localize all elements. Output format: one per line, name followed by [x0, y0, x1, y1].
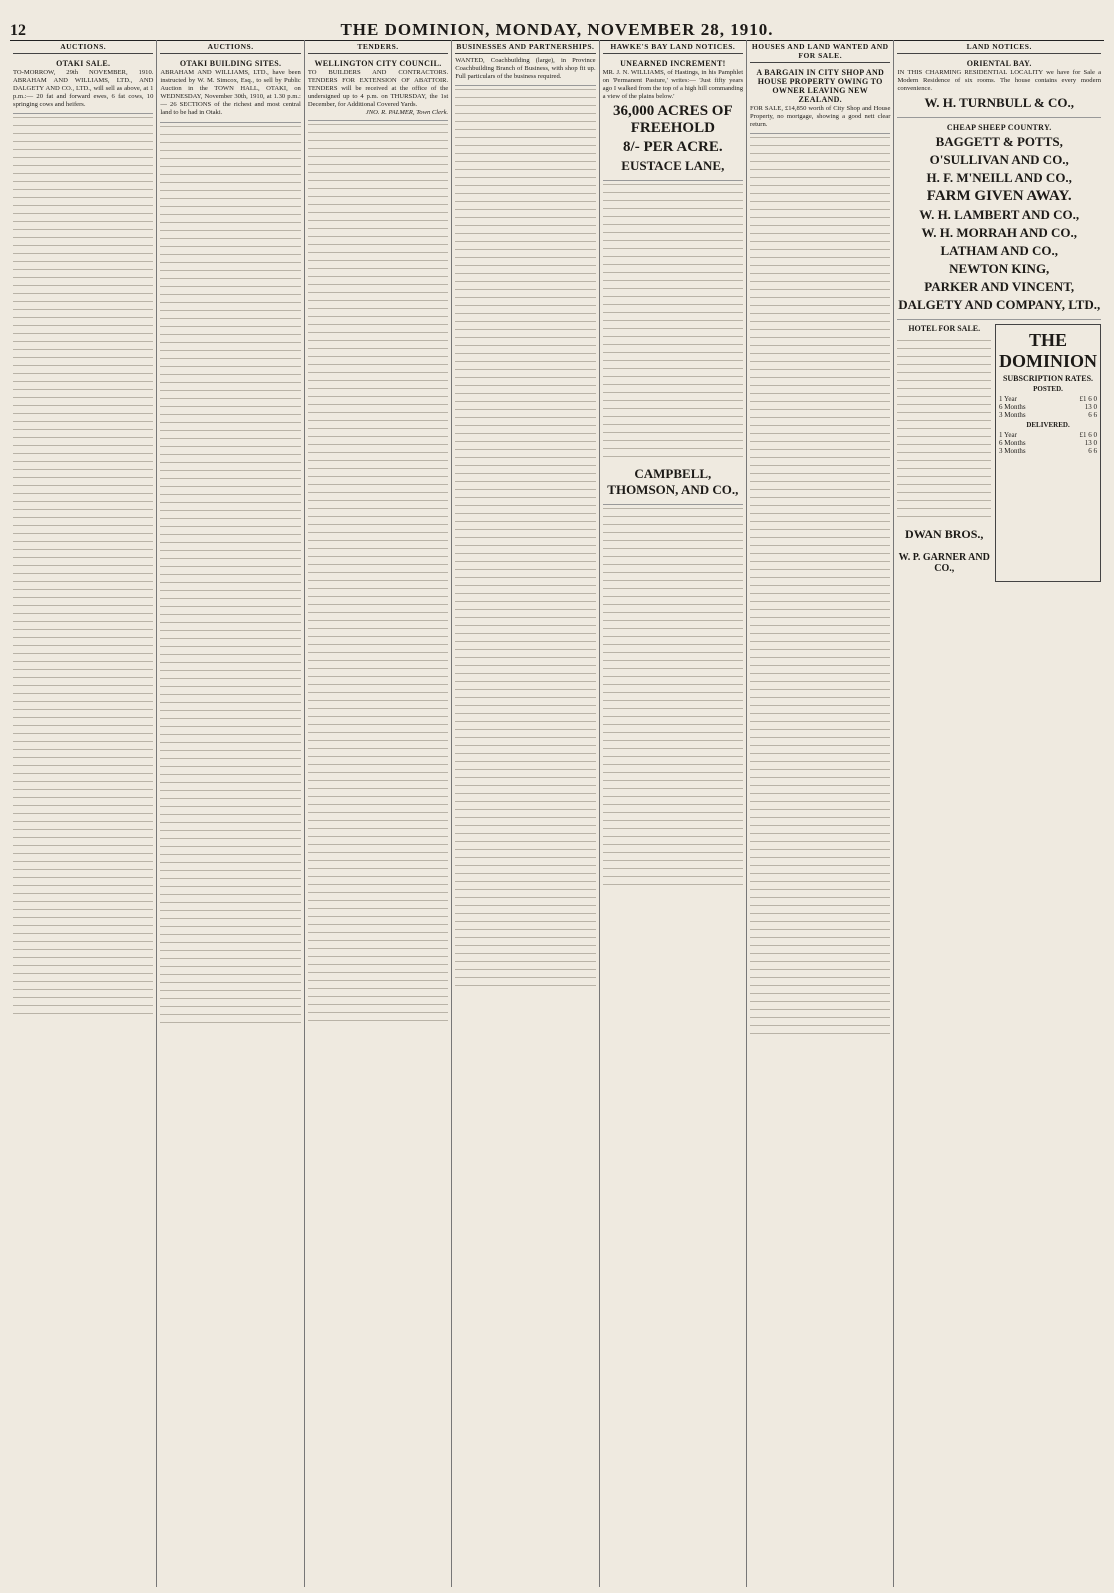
column-heading: HAWKE'S BAY LAND NOTICES.: [603, 40, 743, 54]
ad-text-block: [750, 654, 890, 1034]
column-heading: TENDERS.: [308, 40, 448, 54]
ad-oriental-bay: [897, 54, 1101, 118]
ad-title: CHEAP SHEEP COUNTRY.: [946, 123, 1052, 133]
ad-otaki-sale: [13, 54, 153, 114]
ad-advertiser: EUSTACE LANE,: [621, 158, 725, 174]
delivered-label: DELIVERED.: [1026, 421, 1070, 430]
hotel-ad: [897, 320, 991, 582]
ad-title: OTAKI BUILDING SITES.: [179, 59, 282, 68]
ad-price: 8/- PER ACRE.: [623, 139, 723, 156]
masthead: [10, 6, 1104, 41]
ad-advertiser: O'SULLIVAN AND CO.,: [929, 152, 1069, 168]
column-auctions-2: [157, 40, 304, 1587]
ad-advertiser: W. H. MORRAH AND CO.,: [921, 225, 1077, 241]
posted-label: POSTED.: [1033, 385, 1063, 394]
ad-text-block: [13, 114, 153, 634]
ad-text-block: [603, 505, 743, 885]
ad-advertiser: W. H. TURNBULL & CO.,: [924, 95, 1074, 111]
ad-advertiser: DWAN BROS.,: [905, 527, 984, 542]
ad-title: HOTEL FOR SALE.: [908, 324, 981, 334]
bottom-row: [897, 320, 1101, 582]
columns: [10, 40, 1104, 1587]
ad-body: TO-MORROW, 29th NOVEMBER, 1910. ABRAHAM AND WILLIAMS, LTD., AND DALGETY AND CO., LTD., will sell as above, at 1 p.m.:— 20 fat and forward ewes, 6 fat cows, 10 springing cows and heifers.: [13, 69, 154, 109]
ad-text-block: [897, 337, 991, 517]
ad-text-block: [13, 634, 153, 1014]
page-number: 12: [10, 22, 26, 39]
ad-title: A BARGAIN IN CITY SHOP AND HOUSE PROPERTY OWING TO OWNER LEAVING NEW ZEALAND.: [756, 68, 885, 104]
ad-text-block: [750, 134, 890, 654]
rate-row: 3 Months 6 6: [999, 411, 1098, 420]
column-business: [452, 40, 599, 1587]
rate-row: 1 Year £1 6 0: [999, 395, 1098, 404]
ad-advertiser: CAMPBELL, THOMSON, AND CO.,: [607, 466, 739, 498]
column-heading: AUCTIONS.: [160, 40, 300, 54]
ad-text-block: [308, 121, 448, 641]
rate-row: 6 Months 13 0: [999, 439, 1098, 448]
ad-body: TO BUILDERS AND CONTRACTORS. TENDERS FOR EXTENSION OF ABATTOIR. TENDERS will be received at the office of the undersigned up to 4 p.m. on THURSDAY, the 1st December, for Additional Covered Yards.: [307, 69, 449, 109]
ad-text-block: [160, 643, 300, 1023]
ad-text-block: [603, 181, 743, 461]
ad-text-block: [308, 641, 448, 1021]
ad-body: FOR SALE, £14,850 worth of City Shop and House Property, no mortgage, showing a good nett clear return.: [750, 105, 891, 129]
ad-text-block: [160, 123, 300, 643]
ad-unearned: [603, 54, 743, 181]
ad-text-block: [455, 606, 595, 986]
ad-advertiser: NEWTON KING,: [949, 261, 1050, 277]
rate-row: 1 Year £1 6 0: [999, 431, 1098, 440]
ad-council: [308, 54, 448, 121]
rate-row: 3 Months 6 6: [999, 447, 1098, 456]
ad-title: OTAKI SALE.: [56, 59, 111, 68]
ad-cheap-sheep: [897, 118, 1101, 320]
ad-advertiser: LATHAM AND CO.,: [940, 243, 1058, 259]
ad-text-block: [455, 86, 595, 606]
ad-city-shop: [750, 63, 890, 134]
column-land-notices: [894, 40, 1104, 1587]
ad-advertiser: W. H. LAMBERT AND CO.,: [919, 207, 1080, 223]
ad-advertiser: H. F. M'NEILL AND CO.,: [926, 170, 1072, 186]
ad-body: WANTED, Coachbuilding (large), in Province Coachbuilding Branch of Business, with shop fit up. Full particulars of the business required.: [455, 57, 596, 81]
ad-campbell: [603, 461, 743, 505]
ad-otaki-building: [160, 54, 300, 123]
ad-title: UNEARNED INCREMENT!: [620, 59, 726, 68]
ad-advertiser: BAGGETT & POTTS,: [935, 134, 1063, 150]
subscription-title: THE DOMINION: [999, 330, 1098, 372]
ad-signature: JNO. R. PALMER, Town Clerk.: [365, 109, 449, 117]
ad-advertiser: DALGETY AND COMPANY, LTD.,: [898, 297, 1101, 313]
ad-advertiser: W. P. GARNER AND CO.,: [898, 552, 990, 575]
column-auctions-1: [10, 40, 157, 1587]
rate-row: 6 Months 13 0: [999, 403, 1098, 412]
column-heading: AUCTIONS.: [13, 40, 153, 54]
column-hawkes-bay: [600, 40, 747, 1587]
ad-body: IN THIS CHARMING RESIDENTIAL LOCALITY we have for Sale a Modern Residence of six rooms. The house contains every modern convenience.: [897, 69, 1102, 93]
ad-title: ORIENTAL BAY.: [966, 59, 1032, 68]
newspaper-title: THE DOMINION, MONDAY, NOVEMBER 28, 1910.: [340, 20, 774, 39]
column-houses: [747, 40, 894, 1587]
ad-body: ABRAHAM AND WILLIAMS, LTD., have been instructed by W. M. Simcox, Esq., to sell by Public Auction in the TOWN HALL, OTAKI, on WEDNESDAY, November 30th, 1910, at 1.30 p.m.:— 26 SECTIONS of the richest and most central land to be had in Otaki.: [160, 69, 301, 117]
ad-headline: 36,000 ACRES OF FREEHOLD: [613, 103, 733, 137]
ad-advertiser: PARKER AND VINCENT,: [924, 279, 1075, 295]
ad-title: WELLINGTON CITY COUNCIL.: [314, 59, 442, 68]
column-tenders: [305, 40, 452, 1587]
column-heading: LAND NOTICES.: [897, 40, 1101, 54]
subscription-subtitle: SUBSCRIPTION RATES.: [1002, 374, 1094, 384]
subscription-rates: [995, 324, 1101, 582]
ad-headline: FARM GIVEN AWAY.: [926, 188, 1072, 205]
column-heading: BUSINESSES AND PARTNERSHIPS.: [455, 40, 595, 54]
ad-body: MR. J. N. WILLIAMS, of Hastings, in his Pamphlet on 'Permanent Pasture,' writes:— 'Just fifty years ago I walked from the top of a high hill commanding a view of the plains below.': [602, 69, 744, 101]
column-heading: HOUSES AND LAND WANTED AND FOR SALE.: [750, 40, 890, 63]
ad-business: [455, 54, 595, 86]
